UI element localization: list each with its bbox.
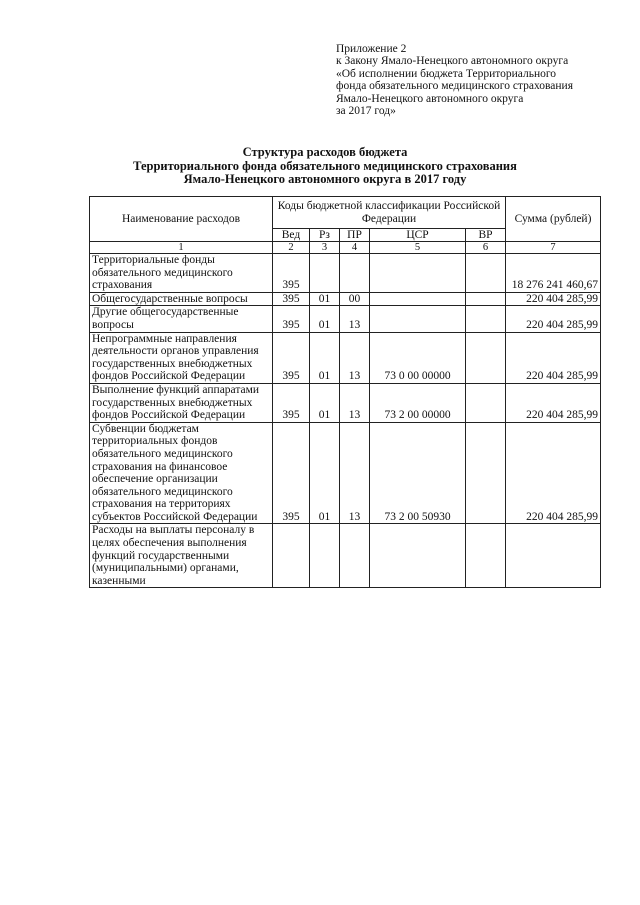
row-sum: 220 404 285,99	[506, 422, 601, 524]
row-vr	[466, 422, 506, 524]
row-csr	[370, 254, 466, 293]
row-name: Общегосударственные вопросы	[90, 292, 273, 306]
row-name: Выполнение функций аппаратами государственных внебюджетных фондов Российской Федерации	[90, 383, 273, 422]
header-csr: ЦСР	[370, 229, 466, 242]
title-line: Ямало-Ненецкого автономного округа в 2017 году	[183, 172, 467, 186]
column-number: 7	[506, 242, 601, 254]
annex-line: к Закону Ямало-Ненецкого автономного округа	[336, 55, 569, 68]
row-rz: 01	[310, 422, 340, 524]
row-pr: 13	[340, 383, 370, 422]
row-ved: 395	[273, 422, 310, 524]
header-ved: Вед	[273, 229, 310, 242]
row-sum: 220 404 285,99	[506, 292, 601, 306]
column-number: 2	[273, 242, 310, 254]
row-ved: 395	[273, 254, 310, 293]
row-sum: 220 404 285,99	[506, 383, 601, 422]
column-number: 3	[310, 242, 340, 254]
row-csr	[370, 524, 466, 588]
annex-line: Приложение 2	[336, 43, 407, 55]
document-title	[90, 146, 560, 187]
row-name: Расходы на выплаты персоналу в целях обеспечения выполнения функций государственными (муниципальными) органами, казенными	[90, 524, 273, 588]
column-number: 5	[370, 242, 466, 254]
column-number: 1	[90, 242, 273, 254]
row-rz	[310, 524, 340, 588]
row-rz: 01	[310, 332, 340, 383]
row-vr	[466, 254, 506, 293]
row-vr	[466, 306, 506, 332]
row-ved: 395	[273, 383, 310, 422]
row-csr	[370, 292, 466, 306]
row-rz: 01	[310, 306, 340, 332]
header-rz: Рз	[310, 229, 340, 242]
budget-table	[89, 196, 601, 588]
annex-line: за 2017 год»	[336, 105, 396, 118]
annex-line: фонда обязательного медицинского страхования	[336, 80, 573, 93]
row-pr	[340, 254, 370, 293]
row-vr	[466, 292, 506, 306]
table-row	[90, 292, 601, 306]
table-row	[90, 524, 601, 588]
row-ved	[273, 524, 310, 588]
row-csr: 73 2 00 50930	[370, 422, 466, 524]
column-number: 4	[340, 242, 370, 254]
row-csr: 73 2 00 00000	[370, 383, 466, 422]
annex-header	[336, 43, 626, 117]
row-csr: 73 0 00 00000	[370, 332, 466, 383]
header-vr: ВР	[466, 229, 506, 242]
row-pr	[340, 524, 370, 588]
row-pr: 13	[340, 422, 370, 524]
row-rz: 01	[310, 292, 340, 306]
header-sum: Сумма (рублей)	[506, 197, 601, 242]
row-ved: 395	[273, 306, 310, 332]
row-ved: 395	[273, 332, 310, 383]
row-ved: 395	[273, 292, 310, 306]
row-rz: 01	[310, 383, 340, 422]
row-pr: 13	[340, 306, 370, 332]
row-name: Территориальные фонды обязательного медицинского страхования	[90, 254, 273, 293]
row-name: Непрограммные направления деятельности органов управления государственных внебюджетных фондов Российской Федерации	[90, 332, 273, 383]
table-row	[90, 383, 601, 422]
header-codes: Коды бюджетной классификации Российской Федерации	[273, 197, 506, 229]
table-row	[90, 306, 601, 332]
column-number: 6	[466, 242, 506, 254]
row-csr	[370, 306, 466, 332]
row-rz	[310, 254, 340, 293]
row-name: Другие общегосударственные вопросы	[90, 306, 273, 332]
table-row	[90, 422, 601, 524]
row-sum: 18 276 241 460,67	[506, 254, 601, 293]
row-sum: 220 404 285,99	[506, 306, 601, 332]
row-vr	[466, 332, 506, 383]
annex-line: Ямало-Ненецкого автономного округа	[336, 92, 524, 105]
row-sum	[506, 524, 601, 588]
table-row	[90, 254, 601, 293]
row-name: Субвенции бюджетам территориальных фондов обязательного медицинского страхования на финансовое обеспечение организации обязательного медицинского страхования на территориях субъектов Российской Федерации	[90, 422, 273, 524]
table-row	[90, 332, 601, 383]
header-name: Наименование расходов	[90, 197, 273, 242]
row-pr: 13	[340, 332, 370, 383]
row-sum: 220 404 285,99	[506, 332, 601, 383]
row-pr: 00	[340, 292, 370, 306]
row-vr	[466, 383, 506, 422]
header-pr: ПР	[340, 229, 370, 242]
title-line: Территориального фонда обязательного медицинского страхования	[133, 158, 517, 173]
title-line: Структура расходов бюджета	[242, 145, 408, 159]
annex-line: «Об исполнении бюджета Территориального	[336, 67, 557, 80]
row-vr	[466, 524, 506, 588]
